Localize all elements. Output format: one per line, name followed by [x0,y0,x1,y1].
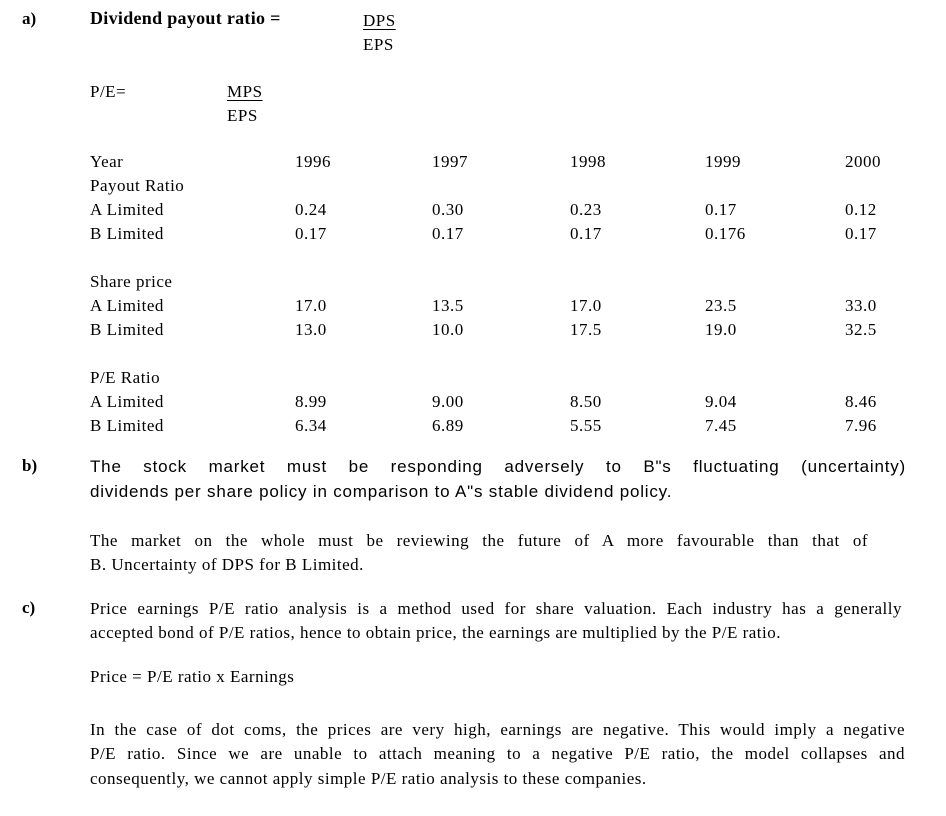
section-b-paragraph-1 [90,455,906,504]
year-header: 1998 [570,152,606,171]
value-cell: 17.5 [570,320,602,339]
value-cell: 8.50 [570,392,602,411]
price-formula: Price = P/E ratio x Earnings [90,667,295,686]
section-a-label: a) [22,9,37,28]
value-cell: 0.17 [295,224,327,243]
year-header: 1996 [295,152,331,171]
paragraph-line: P/E ratio. Since we are unable to attach meaning to a negative P/E ratio, the model collapses and [90,744,905,764]
section-c-paragraph-1 [90,597,902,644]
year-row-label: Year [90,152,124,171]
value-cell: 17.0 [295,296,327,315]
paragraph-line: The market on the whole must be reviewing the future of A more favourable than that of [90,531,868,550]
value-cell: 0.17 [570,224,602,243]
section-b-paragraph-2 [90,529,868,576]
value-cell: 9.00 [432,392,464,411]
payout-a-limited-row [90,198,946,222]
paragraph-line: The stock market must be responding adversely to B"s fluctuating (uncertainty) [90,457,906,476]
value-cell: 33.0 [845,296,877,315]
value-cell: 9.04 [705,392,737,411]
value-cell: 7.96 [845,416,877,435]
section-b-label: b) [22,456,38,475]
value-cell: 6.34 [295,416,327,435]
dividend-payout-ratio-heading: Dividend payout ratio = [90,8,281,28]
table-spacer [90,246,946,270]
section-title: Payout Ratio [90,176,185,195]
row-label: B Limited [90,224,164,243]
value-cell: 6.89 [432,416,464,435]
section-title: Share price [90,272,173,291]
value-cell: 0.23 [570,200,602,219]
paragraph-line: B. Uncertainty of DPS for B Limited. [90,554,364,574]
value-cell: 0.12 [845,200,877,219]
share-price-a-limited-row [90,294,946,318]
payout-ratio-title-row [90,174,946,198]
year-header-row [90,150,946,174]
value-cell: 0.17 [845,224,877,243]
formula-numerator-dps: DPS [363,11,396,30]
formula-denominator-eps: EPS [227,106,258,125]
value-cell: 5.55 [570,416,602,435]
payout-b-limited-row [90,222,946,246]
value-cell: 8.99 [295,392,327,411]
section-c-paragraph-2 [90,718,905,791]
pe-ratio-title-row [90,366,946,390]
row-label: A Limited [90,296,164,315]
row-label: A Limited [90,392,164,411]
section-c-label: c) [22,598,36,617]
paragraph-line: In the case of dot coms, the prices are very high, earnings are negative. This would imply a negative [90,720,905,739]
pe-equals-label: P/E= [90,82,127,101]
value-cell: 13.5 [432,296,464,315]
value-cell: 0.176 [705,224,746,243]
row-label: A Limited [90,200,164,219]
value-cell: 17.0 [570,296,602,315]
value-cell: 32.5 [845,320,877,339]
pe-ratio-a-limited-row [90,390,946,414]
value-cell: 19.0 [705,320,737,339]
value-cell: 0.17 [432,224,464,243]
paragraph-line: accepted bond of P/E ratios, hence to obtain price, the earnings are multiplied by the P/E ratio. [90,622,781,642]
share-price-b-limited-row [90,318,946,342]
value-cell: 23.5 [705,296,737,315]
value-cell: 0.24 [295,200,327,219]
share-price-title-row [90,270,946,294]
year-header: 1999 [705,152,741,171]
table-spacer [90,342,946,366]
value-cell: 7.45 [705,416,737,435]
paragraph-line: consequently, we cannot apply simple P/E ratio analysis to these companies. [90,768,647,788]
dps-eps-formula [363,9,396,57]
paragraph-line: Price earnings P/E ratio analysis is a method used for share valuation. Each industry has a generally [90,599,902,618]
row-label: B Limited [90,416,164,435]
row-label: B Limited [90,320,164,339]
mps-eps-formula [227,80,263,128]
value-cell: 10.0 [432,320,464,339]
year-header: 1997 [432,152,468,171]
year-header: 2000 [845,152,881,171]
pe-ratio-b-limited-row [90,414,946,438]
section-title: P/E Ratio [90,368,161,387]
formula-denominator-eps: EPS [363,35,394,54]
paragraph-line: dividends per share policy in comparison to A"s stable dividend policy. [90,481,673,501]
value-cell: 0.30 [432,200,464,219]
financial-table [90,150,946,438]
value-cell: 13.0 [295,320,327,339]
value-cell: 0.17 [705,200,737,219]
value-cell: 8.46 [845,392,877,411]
formula-numerator-mps: MPS [227,82,263,101]
